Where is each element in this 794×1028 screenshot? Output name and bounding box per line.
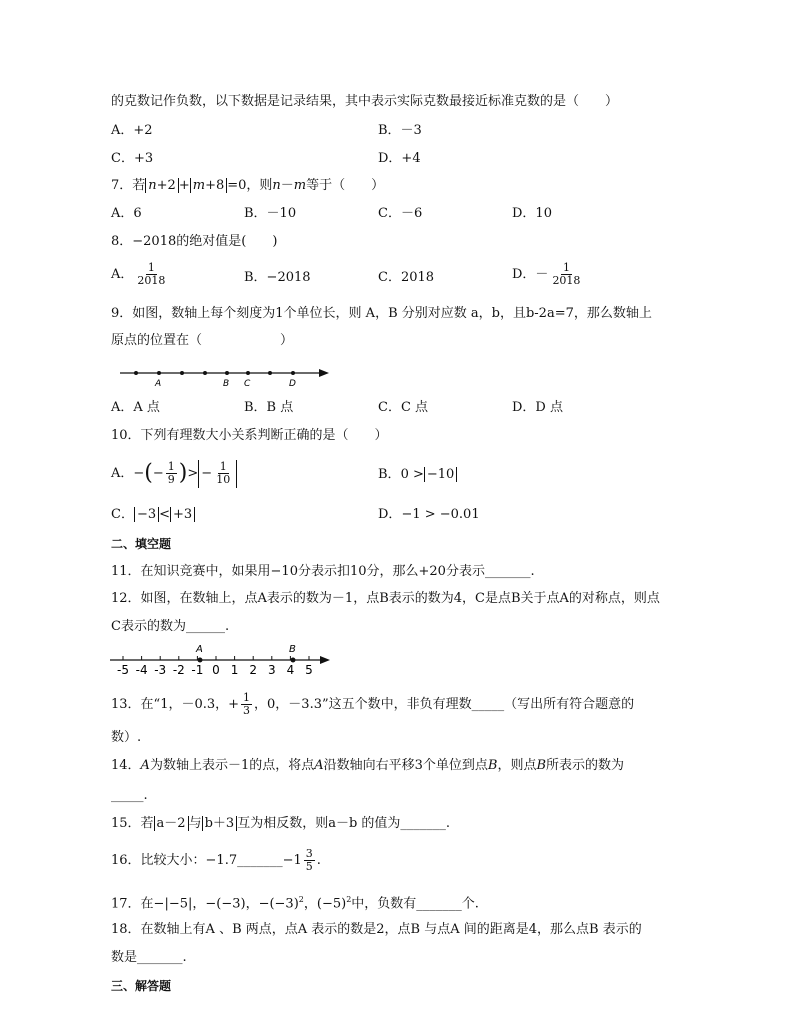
q9-option-b: B．B 点 <box>244 400 294 415</box>
q9-tick-dot <box>203 371 207 375</box>
q12-tick-label: 2 <box>249 663 258 677</box>
q12-tick-label: 4 <box>286 663 295 677</box>
q12-point-b <box>291 658 296 663</box>
q7-option-a: A．6 <box>111 206 142 221</box>
q12-tick-label: 0 <box>212 663 220 677</box>
q6-option-b: B．－3 <box>378 123 422 138</box>
q12-tick-label: -4 <box>135 663 148 677</box>
q12-point-a <box>198 658 203 663</box>
q18-stem-line1: 18．在数轴上有A 、B 两点，点A 表示的数是2，点B 与点A 间的距离是4，那么点B 表示的 <box>111 922 642 937</box>
q12-label-a: A <box>196 644 203 655</box>
q14-stem-line2: _____. <box>111 788 148 803</box>
q9-label-a: A <box>155 379 162 388</box>
q6-option-a: A．+2 <box>111 123 153 138</box>
q12-tick-label: 1 <box>230 663 239 677</box>
q11-stem: 11．在知识竞赛中，如果用−10分表示扣10分，那么+20分表示_______. <box>111 564 535 579</box>
q7-stem: 7．若 n+2 + m+8 =0，则n－m等于（ ） <box>111 178 385 193</box>
q9-point-c <box>246 371 250 375</box>
q16-stem: 16．比较大小：−1.7_______−1 $\frac{3}{5}$ . <box>111 847 321 873</box>
q10-stem: 10．下列有理数大小关系判断正确的是（ ） <box>111 428 388 443</box>
q9-option-c: C．C 点 <box>378 400 429 415</box>
q6-stem-continuation: 的克数记作负数，以下数据是记录结果，其中表示实际克数最接近标准克数的是（ ） <box>111 94 619 109</box>
q9-tick-dot <box>180 371 184 375</box>
q9-tick-dot <box>268 371 272 375</box>
q12-tick-label: 3 <box>267 663 276 677</box>
q17-stem: 17．在−|−5|，−(−3)，$-(-3)^2$，$(-5)^2$中，负数有_______个. <box>111 895 479 912</box>
q12-axis-arrow <box>320 656 330 664</box>
q12-label-b: B <box>289 644 296 655</box>
q9-point-a <box>157 371 161 375</box>
q6-option-d: D．+4 <box>378 151 421 166</box>
q9-point-d <box>291 371 295 375</box>
q12-tick-label: -5 <box>117 663 129 677</box>
section-answer-heading: 三、解答题 <box>111 979 172 993</box>
q7-option-b: B．－10 <box>244 206 297 221</box>
q13-stem-line2: 数）. <box>111 730 142 745</box>
q12-stem-line2: C表示的数为______. <box>111 619 230 634</box>
q8-option-b: B．−2018 <box>244 270 311 285</box>
q6-option-c: C．+3 <box>111 151 154 166</box>
q10-option-b: B．0 > −10 <box>378 465 457 485</box>
q9-point-b <box>225 371 229 375</box>
q9-axis-arrow <box>319 369 329 377</box>
q9-tick-dot <box>134 371 138 375</box>
q9-label-c: C <box>244 379 251 388</box>
q9-option-a: A．A 点 <box>111 400 160 415</box>
q12-tick-label: -1 <box>191 663 204 677</box>
q9-option-d: D．D 点 <box>512 400 563 415</box>
q7-option-c: C．－6 <box>378 206 423 221</box>
q12-tick-label: -2 <box>172 663 185 677</box>
q12-number-line <box>110 640 335 678</box>
q9-label-b: B <box>223 379 230 388</box>
q14-stem-line1: 14．A为数轴上表示－1的点，将点A沿数轴向右平移3个单位到点B，则点B所表示的数为 <box>111 758 625 773</box>
q18-stem-line2: 数是_______. <box>111 950 187 965</box>
q10-option-c: C． −3 < +3 <box>111 505 195 525</box>
q12-ticks <box>117 656 313 677</box>
q13-stem-line1: 13．在“1，－0.3，+ $\frac{1}{3}$ ，0，－3.3”这五个数中，非负有理数_____（写出所有符合题意的 <box>111 691 635 717</box>
q8-option-d: D．－ $\frac{1}{2018}$ <box>512 261 581 287</box>
q12-tick-label: -3 <box>154 663 167 677</box>
section-fill-blank-heading: 二、填空题 <box>111 537 172 551</box>
q12-stem-line1: 12．如图，在数轴上，点A表示的数为－1，点B表示的数为4，C是点B关于点A的对称点，则点 <box>111 591 660 606</box>
q10-option-a: A．−(− $\frac{1}{9}$ )> − $\frac{1}{10}$ <box>111 460 237 488</box>
q8-option-c: C．2018 <box>378 270 435 285</box>
q9-stem-line2: 原点的位置在（ ） <box>111 333 294 348</box>
q9-stem-line1: 9．如图，数轴上每个刻度为1个单位长，则 A，B 分别对应数 a，b，且b-2a=7，那么数轴上 <box>111 306 652 321</box>
q9-number-line <box>115 364 335 388</box>
q15-stem: 15．若 a－2 与 b＋3 互为相反数，则a－b 的值为_______. <box>111 816 451 831</box>
q12-tick-label: 5 <box>305 663 313 677</box>
q10-option-d: D．−1 > −0.01 <box>378 507 480 522</box>
q8-option-a: A． $\frac{1}{2018}$ <box>111 261 166 287</box>
q7-option-d: D．10 <box>512 206 552 221</box>
q8-stem: 8．−2018的绝对值是( ) <box>111 234 278 249</box>
q9-label-d: D <box>289 379 296 388</box>
